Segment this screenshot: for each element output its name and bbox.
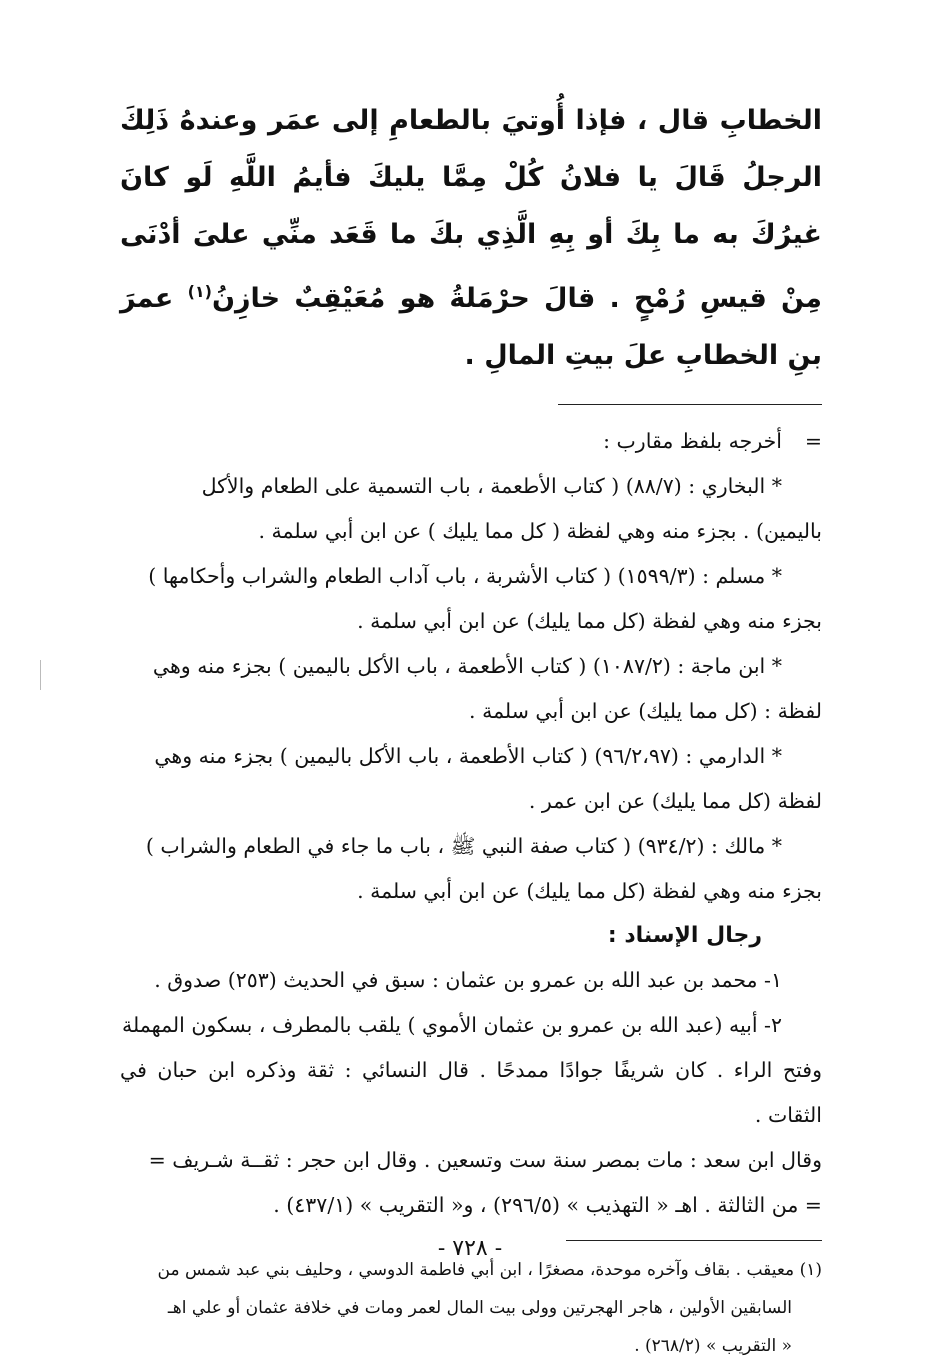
hadith-text	[120, 92, 822, 384]
takhrij-item-cont: بجزء منه وهي لفظة (كل مما يليك) عن ابن أبي سلمة .	[357, 609, 822, 633]
takhrij-item: * مالك : (٩٣٤/٢) ( كتاب صفة النبي ﷺ ، باب ما جاء في الطعام والشراب )	[145, 834, 782, 858]
takhrij-item: * البخاري : (٨٨/٧) ( كتاب الأطعمة ، باب التسمية على الطعام والأكل	[201, 474, 782, 498]
footnote-ref[interactable]: (١)	[187, 282, 212, 301]
rijal-item: ٢- أبيه (عبد الله بن عمرو بن عثمان الأموي ) يلقب بالمطرف ، بسكون المهملة	[122, 1013, 782, 1037]
page-number: - ٧٢٨ -	[437, 1236, 503, 1261]
takhrij-intro: أخرجه بلفظ مقارب :	[603, 429, 782, 453]
takhrij-intro-line	[120, 419, 822, 464]
takhrij-item: * الدارمي : (٩٦/٢،٩٧) ( كتاب الأطعمة ، باب الأكل باليمين ) بجزء منه وهي	[154, 744, 782, 768]
continuation-marker: =	[804, 429, 822, 453]
footnote-line: (١) معيقب . بقاف وآخره موحدة، مصغرًا ، ابن أبي فاطمة الدوسي ، وحليف بني عبد شمس من	[157, 1260, 822, 1280]
footnote-line: « التقريب » (٢٦٨/٢) .	[634, 1336, 792, 1356]
hadith-end: عمرَ بنِ الخطابِ علَ بيتِ المالِ .	[120, 283, 822, 371]
takhrij-item: * مسلم : (١٥٩٩/٣) ( كتاب الأشربة ، باب آداب الطعام والشراب وأحكامها )	[148, 564, 782, 588]
takhrij-item-cont: بجزء منه وهي لفظة (كل مما يليك) عن ابن أبي سلمة .	[357, 879, 822, 903]
rijal-heading: رجال الإسناد :	[607, 923, 762, 948]
footnote	[120, 1251, 822, 1365]
rijal-section	[120, 958, 822, 1228]
margin-mark	[40, 660, 41, 690]
rijal-item: ١- محمد بن عبد الله بن عمرو بن عثمان : سبق في الحديث (٢٥٣) صدوق .	[154, 968, 782, 992]
top-divider	[558, 404, 822, 405]
footnote-line: السابقين الأولين ، هاجر الهجرتين وولى بيت المال لعمر ومات في خلافة عثمان أو علي اهـ	[167, 1298, 792, 1318]
rijal-item-cont: = من الثالثة . اهـ « التهذيب » (٢٩٦/٥) ، و« التقريب » (٤٣٧/١) .	[273, 1193, 822, 1217]
page-content	[120, 92, 822, 1365]
takhrij-item: * ابن ماجة : (١٠٨٧/٢) ( كتاب الأطعمة ، باب الأكل باليمين ) بجزء منه وهي	[152, 654, 782, 678]
rijal-item-cont: وقال ابن سعد : مات بمصر سنة ست وتسعين . وقال ابن حجر : ثقــة شـريف =	[148, 1148, 822, 1172]
rijal-item-cont: وفتح الراء . كان شريفًا جوادًا ممدحًا . قال النسائي : ثقة وذكره ابن حبان في الثقات .	[120, 1058, 822, 1127]
takhrij-item-cont: باليمين) . بجزء منه وهي لفظة ( كل مما يليك ) عن ابن أبي سلمة .	[258, 519, 822, 543]
hadith-main: الخطابِ قال ، فإذا أُوتيَ بالطعامِ إلى عمَر وعندهُ ذَلِكَ الرجلُ قَالَ يا فلانُ كُلْ مِمَّا يليكَ فأيمُ اللَّهِ لَو كانَ غيرُكَ به ما بِكَ أو بِهِ الَّذِي بكَ ما قَعَد منِّي علىَ أدْنَى مِنْ قيسِ رُمْحٍ . قالَ حرْمَلةُ هو مُعَيْقِبٌ خازِنُ	[120, 105, 822, 314]
takhrij-item-cont: لفظة (كل مما يليك) عن ابن عمر .	[528, 789, 822, 813]
takhrij-item-cont: لفظة : (كل مما يليك) عن ابن أبي سلمة .	[469, 699, 822, 723]
takhrij-section	[120, 419, 822, 914]
